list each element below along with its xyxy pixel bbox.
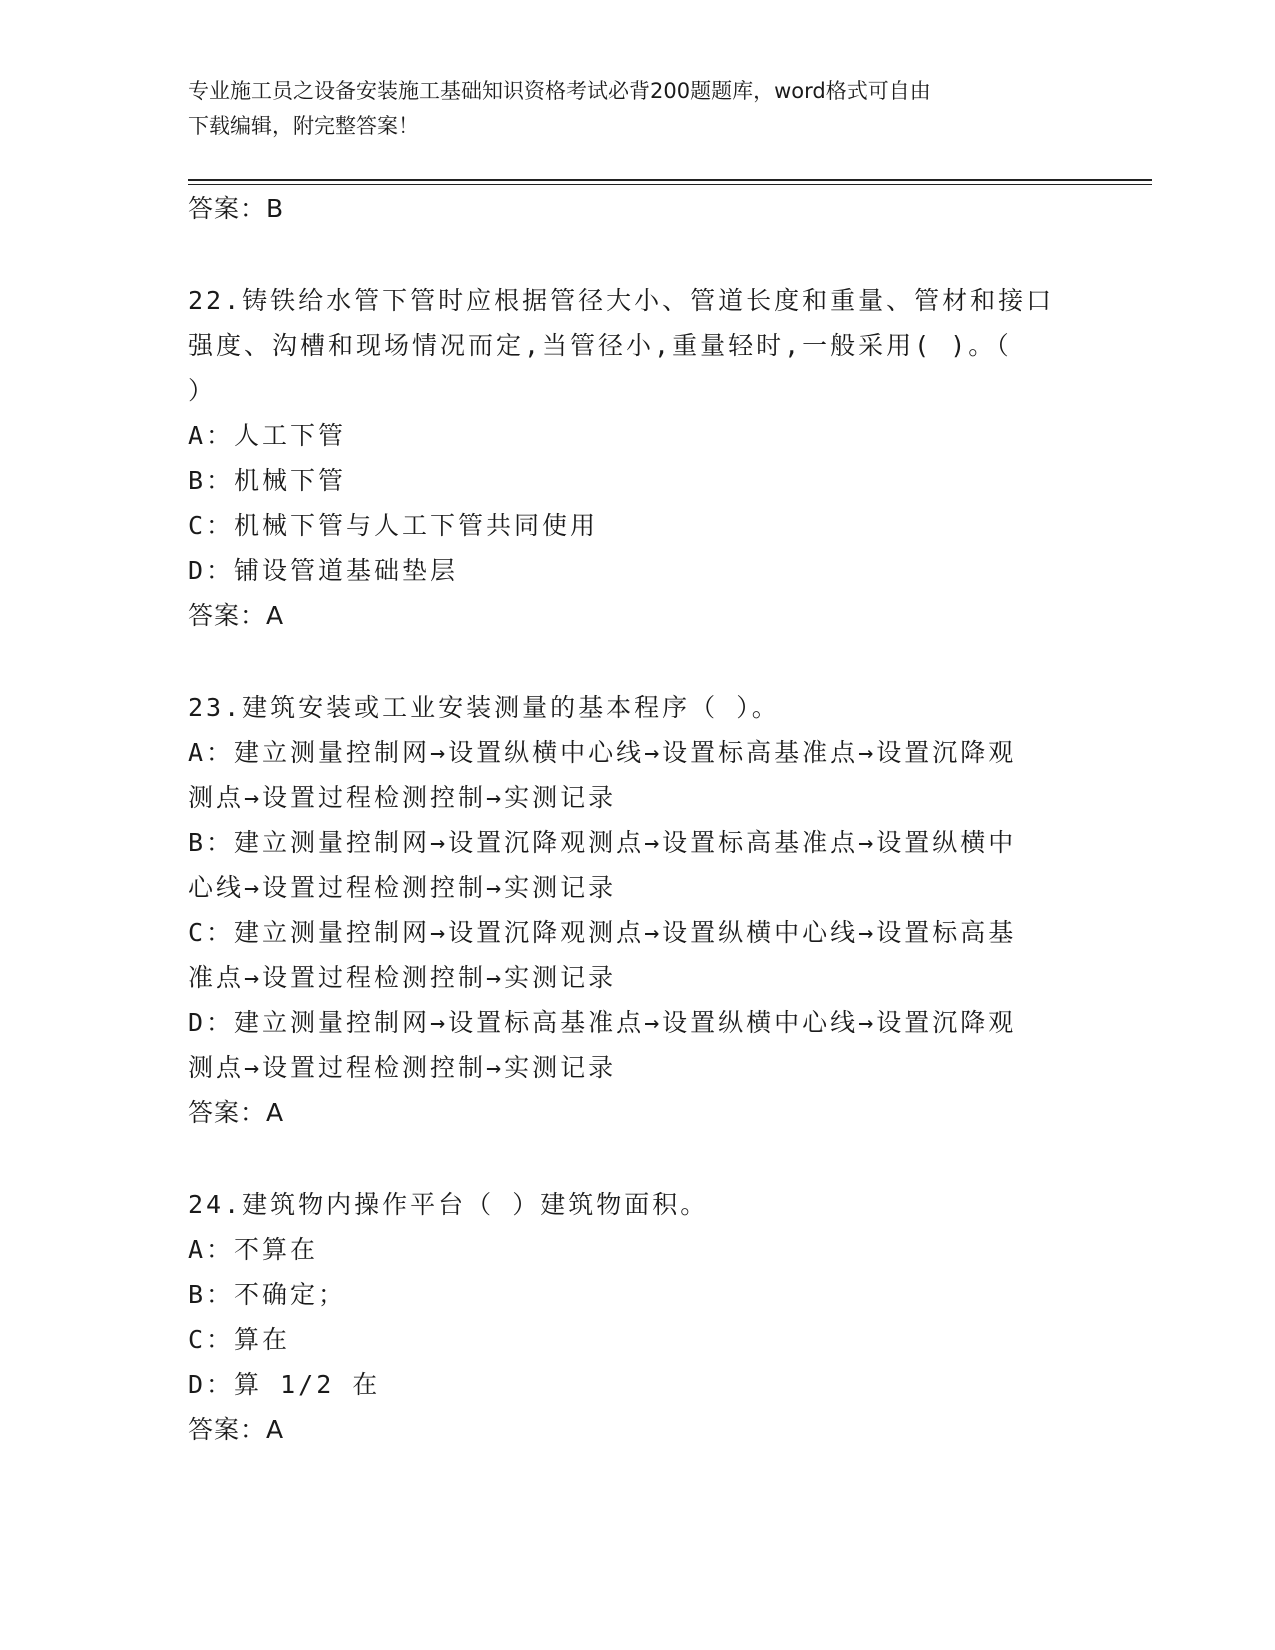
option-c: C：机械下管与人工下管共同使用 xyxy=(188,511,599,540)
answer-line: 答案：A xyxy=(188,1098,285,1127)
header-line-2: 下载编辑，附完整答案！ xyxy=(188,114,419,138)
question-stem-line: 强度、沟槽和现场情况而定,当管径小,重量轻时,一般采用( )。（ xyxy=(188,331,1012,360)
question-stem-line: ） xyxy=(188,376,217,405)
option-b: B：不确定； xyxy=(188,1280,347,1309)
option-c-line-2: 准点→设置过程检测控制→实测记录 xyxy=(188,963,617,992)
option-c-line-1: C：建立测量控制网→设置沉降观测点→设置纵横中心线→设置标高基 xyxy=(188,918,1017,947)
option-a-line-1: A：建立测量控制网→设置纵横中心线→设置标高基准点→设置沉降观 xyxy=(188,738,1017,767)
question-list xyxy=(188,186,1088,1452)
question-24 xyxy=(188,1182,1088,1452)
answer-line: 答案：A xyxy=(188,1415,285,1444)
question-22 xyxy=(188,278,1088,638)
spacer xyxy=(188,638,1088,685)
question-stem-line: 23.建筑安装或工业安装测量的基本程序（ ）。 xyxy=(188,693,780,722)
answer-line: 答案：A xyxy=(188,601,285,630)
question-stem-line: 22.铸铁给水管下管时应根据管径大小、管道长度和重量、管材和接口 xyxy=(188,286,1055,315)
header-divider-thin xyxy=(188,184,1152,185)
option-d: D：算 1/2 在 xyxy=(188,1370,381,1399)
option-b-line-1: B：建立测量控制网→设置沉降观测点→设置标高基准点→设置纵横中 xyxy=(188,828,1017,857)
previous-answer: 答案：B xyxy=(188,194,285,223)
header-divider-thick xyxy=(188,179,1152,181)
document-header xyxy=(188,74,1088,144)
spacer xyxy=(188,231,1088,278)
option-d-line-2: 测点→设置过程检测控制→实测记录 xyxy=(188,1053,617,1082)
option-a: A：人工下管 xyxy=(188,421,347,450)
option-d-line-1: D：建立测量控制网→设置标高基准点→设置纵横中心线→设置沉降观 xyxy=(188,1008,1017,1037)
option-b-line-2: 心线→设置过程检测控制→实测记录 xyxy=(188,873,617,902)
option-b: B：机械下管 xyxy=(188,466,347,495)
question-23 xyxy=(188,685,1088,1135)
option-a: A：不算在 xyxy=(188,1235,319,1264)
option-d: D：铺设管道基础垫层 xyxy=(188,556,459,585)
spacer xyxy=(188,1135,1088,1182)
header-line-1: 专业施工员之设备安装施工基础知识资格考试必背200题题库，word格式可自由 xyxy=(188,79,931,103)
question-stem-line: 24.建筑物内操作平台（ ）建筑物面积。 xyxy=(188,1190,709,1219)
option-c: C：算在 xyxy=(188,1325,291,1354)
option-a-line-2: 测点→设置过程检测控制→实测记录 xyxy=(188,783,617,812)
